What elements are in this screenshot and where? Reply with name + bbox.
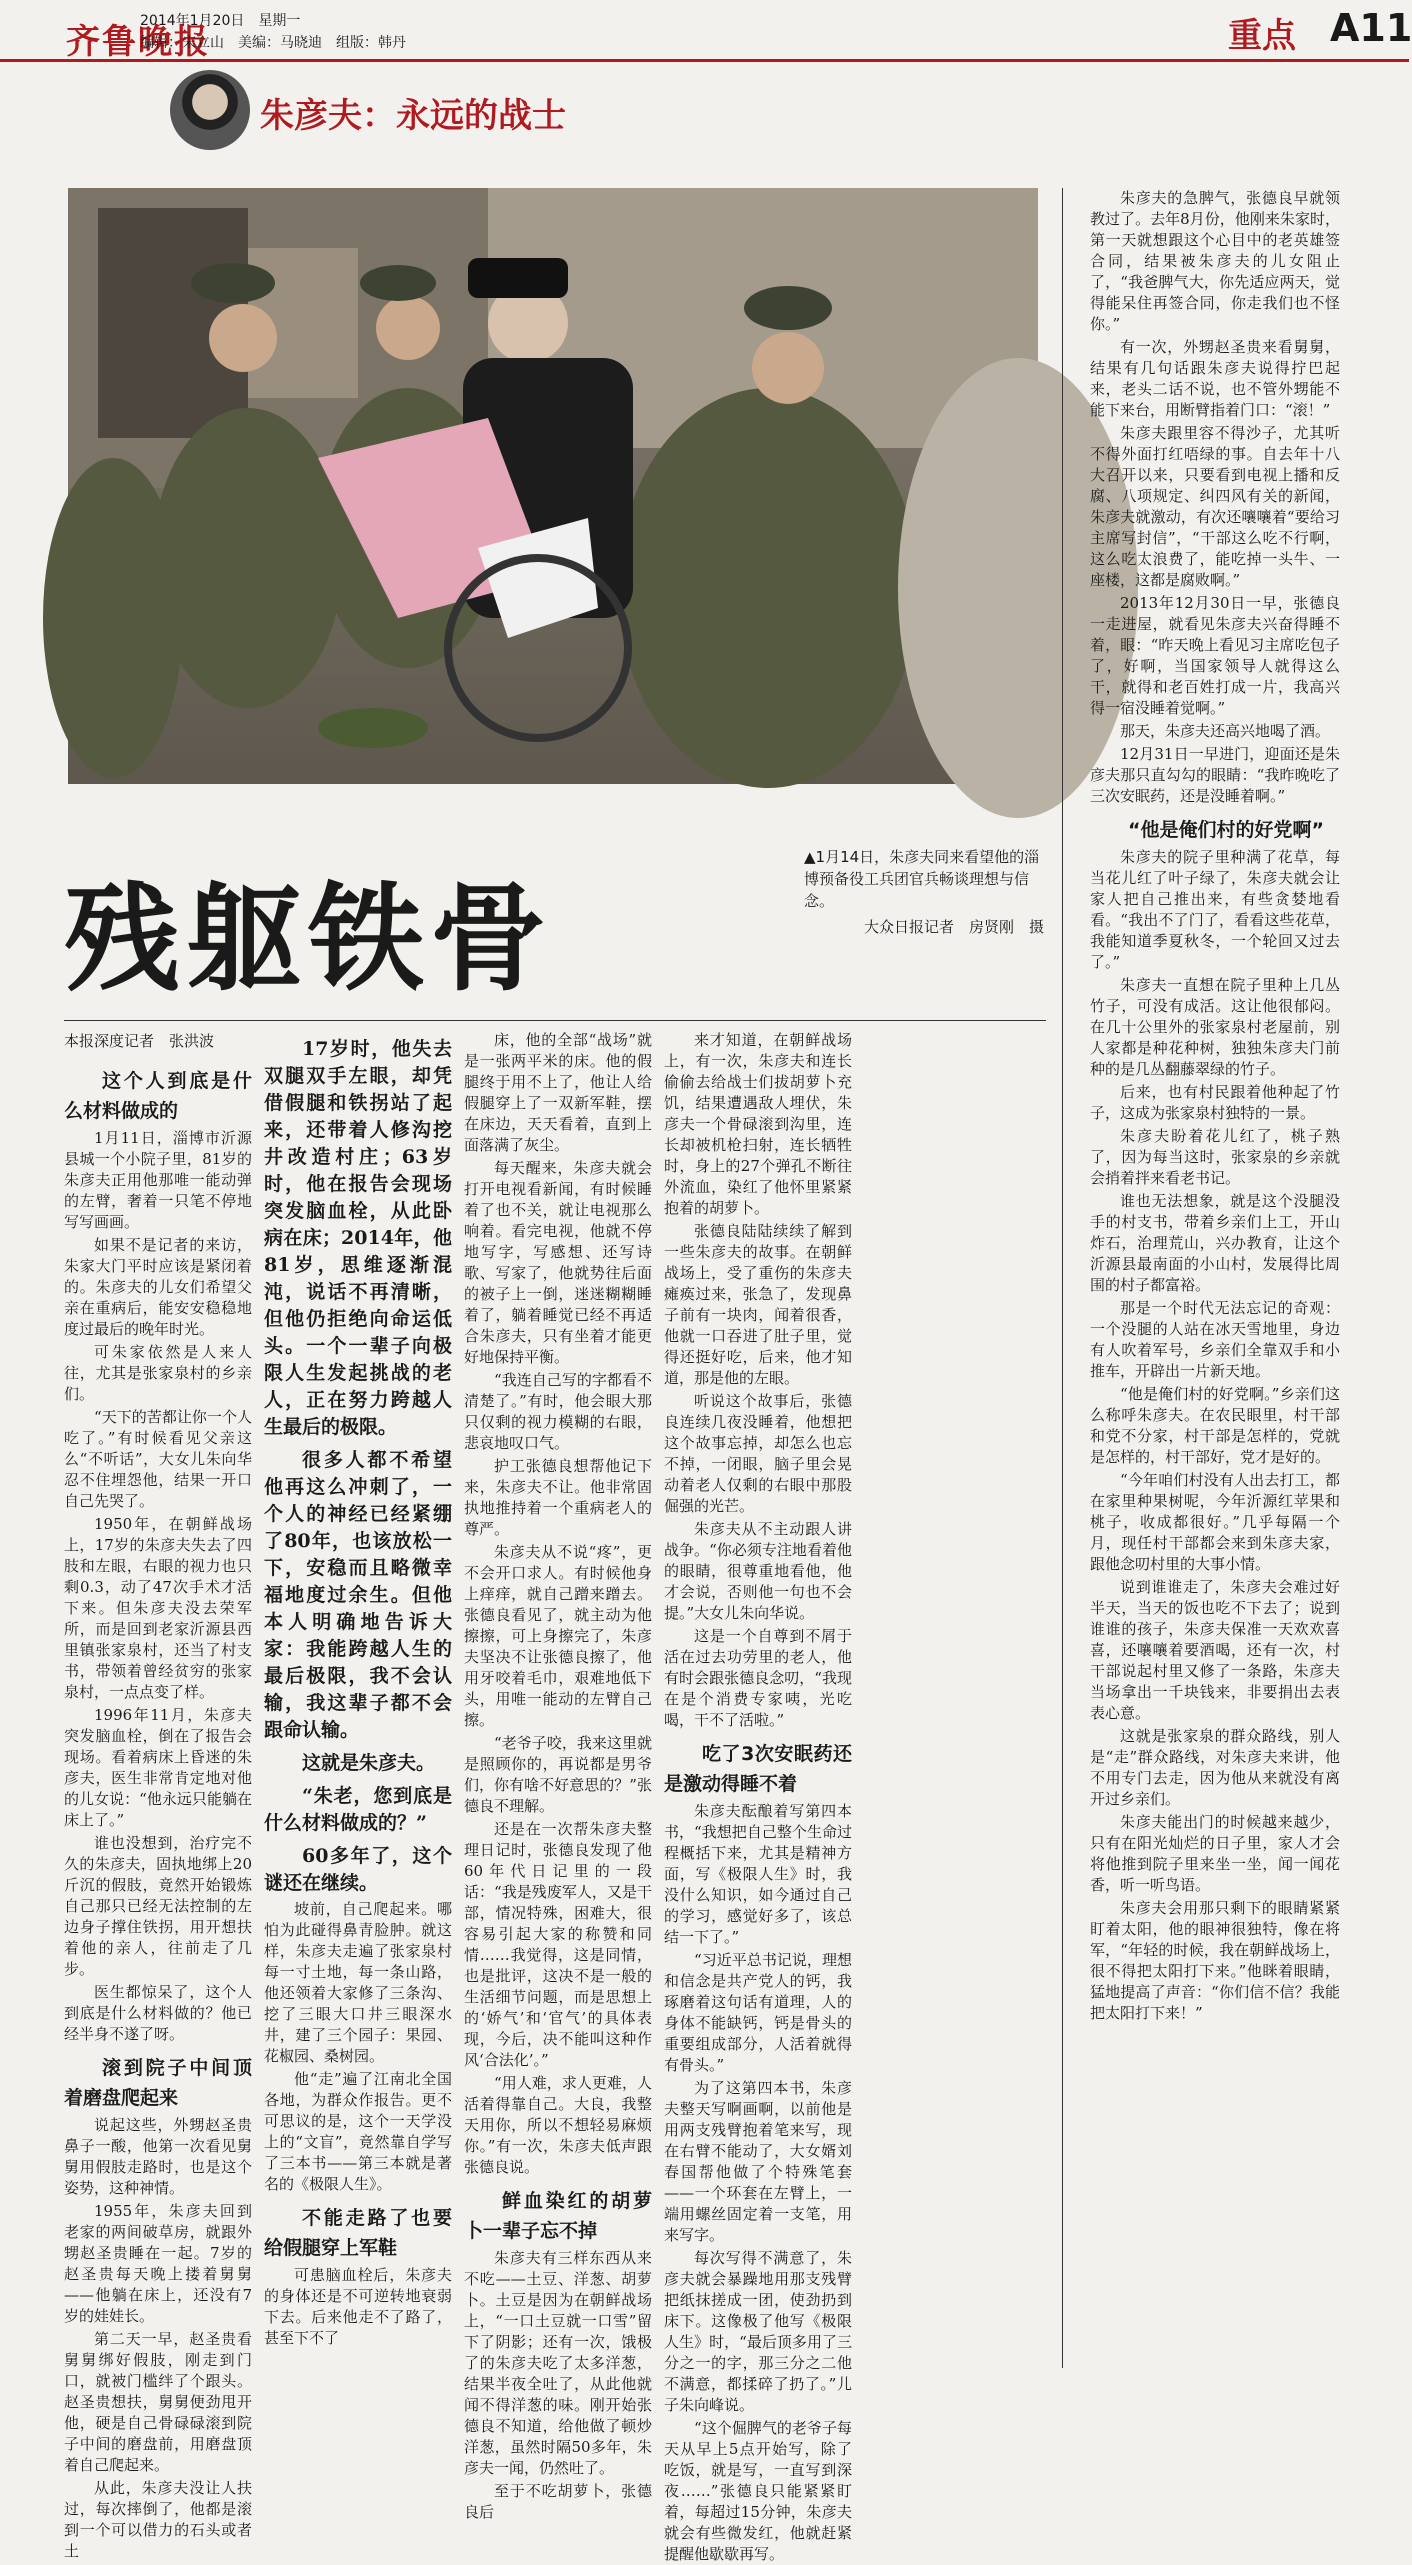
photo-illustration: [68, 188, 1038, 784]
paragraph: 听说这个故事后，张德良连续几夜没睡着，他想把这个故事忘掉，却怎么也忘不掉，一闭眼，脑子里会晃动着老人仅剩的右眼中那股倔强的光芒。: [664, 1392, 852, 1515]
article-column-2: [264, 1030, 452, 2368]
paragraph: 朱彦夫的急脾气，张德良早就领教过了。去年8月份，他刚来朱家时，第一天就想跟这个心目中的老英雄签合同，结果被朱彦夫的儿女阻止了，“我爸脾气大，你先适应两天，觉得能呆住再签合同，你走我们也不怪你。”: [1090, 189, 1340, 333]
paragraph: “用人难，求人更难，人活着得靠自己。大良，我整天用你，所以不想轻易麻烦你。”有一次，朱彦夫低声跟张德良说。: [464, 2074, 652, 2176]
paragraph: “习近平总书记说，理想和信念是共产党人的钙，我琢磨着这句话有道理，人的身体不能缺钙，钙是骨头的重要组成部分，人活着就得有骨头。”: [664, 1951, 852, 2074]
paragraph: 1月11日，淄博市沂源县城一个小院子里，81岁的朱彦夫正用他那唯一能动弹的左臂，奢着一只笔不停地写写画画。: [64, 1129, 252, 1231]
paragraph: 床，他的全部“战场”就是一张两平米的床。他的假腿终于用不上了，他让人给假腿穿上了一双新军鞋，摆在床边，天天看着，直到上面落满了灰尘。: [464, 1031, 652, 1154]
section-label: 重点: [1228, 16, 1296, 56]
paragraph: 如果不是记者的来访，朱家大门平时应该是紧闭着的。朱彦夫的儿女们希望父亲在重病后，能安安稳稳地度过最后的晚年时光。: [64, 1236, 252, 1338]
paragraph: 这就是张家泉的群众路线，别人是“走”群众路线，对朱彦夫来讲，他不用专门去走，因为他从来就没有离开过乡亲们。: [1090, 1727, 1340, 1808]
divider: [64, 1020, 1046, 1021]
article-column-3: [464, 1030, 652, 2521]
paragraph: 这是一个自尊到不屑于活在过去功劳里的老人，他有时会跟张德良念叨，“我现在是个消费专家咦，光吃喝，干不了活啦。”: [664, 1627, 852, 1729]
paragraph: 还是在一次帮朱彦夫整理日记时，张德良发现了他60年代日记里的一段话：“我是残废军人，又是干部，情况特殊，困难大，很容易引起大家的称赞和同情……我觉得，这是同情，也是批评，这决不是一般的生活细节问题，而是思想上的‘娇气’和‘官气’的具体表现，今后，决不能叫这种作风‘合法化’。”: [464, 1820, 652, 2069]
portrait-avatar: [170, 70, 250, 150]
paragraph: 2013年12月30日一早，张德良一走进屋，就看见朱彦夫兴奋得睡不着，眼：“昨天晚上看见习主席吃包子了，好啊，当国家领导人就得这么干，就得和老百姓打成一片，我高兴得一宿没睡着觉啊。”: [1090, 594, 1340, 717]
paragraph: 说起这些，外甥赵圣贵鼻子一酸，他第一次看见舅舅用假肢走路时，也是这个姿势，这种神情。: [64, 2116, 252, 2197]
paragraph: 可朱家依然是人来人往，尤其是张家泉村的乡亲们。: [64, 1343, 252, 1403]
paragraph: “天下的苦都让你一个人吃了。”有时候看见父亲这么“不听话”，大女儿朱向华忍不住埋怨他，结果一开口自己先哭了。: [64, 1408, 252, 1510]
subheading: “他是俺们村的好党啊”: [1128, 819, 1324, 841]
paragraph: 那天，朱彦夫还高兴地喝了酒。: [1120, 722, 1331, 740]
paragraph: “这个倔脾气的老爷子每天从早上5点开始写，除了吃饭，就是写，一直写到深夜……”张德良只能紧紧盯着，每超过15分钟，朱彦夫就会有些微发红，他就赶紧提醒他歇歇再写。: [664, 2419, 852, 2563]
paragraph: 每次写得不满意了，朱彦夫就会暴躁地用那支残臂把纸抹搓成一团，使劲扔到床下。这像极了他写《极限人生》时，“最后顶多用了三分之一的字，那三分之二他不满意，都揉碎了扔了。”儿子朱向峰说。: [664, 2249, 852, 2414]
paragraph: “我连自己写的字都看不清楚了。”有时，他会眼大那只仅剩的视力模糊的右眼，悲哀地叹口气。: [464, 1371, 652, 1452]
pull-quote: 很多人都不希望他再这么冲刺了，一个人的神经已经紧绷了80年，也该放松一下，安稳而且略微幸福地度过余生。但他本人明确地告诉大家：我能跨越人生的最后极限，我不会认输，我这辈子都不会跟命认输。: [264, 1449, 452, 1741]
newspaper-logo: 齐鲁晚报: [66, 22, 210, 62]
paragraph: 有一次，外甥赵圣贵来看舅舅，结果有几句话跟朱彦夫说得拧巴起来，老头二话不说，也不管外甥能不能下来台，用断臂指着门口：“滚！”: [1090, 338, 1340, 419]
photo-caption: [804, 846, 1044, 938]
paragraph: 朱彦夫从不说“疼”，更不会开口求人。有时候他身上痒痒，就自己蹭来蹭去。张德良看见了，就主动为他擦擦，可上身擦完了，朱彦夫坚决不让张德良擦了，他用牙咬着毛巾，艰难地低下头，用唯一能动的左臂自己擦。: [464, 1543, 652, 1729]
pull-quote: “朱老，您到底是什么材料做成的？”: [264, 1785, 452, 1834]
paragraph: 朱彦夫盼着花儿红了，桃子熟了，因为每当这时，张家泉的乡亲就会捎着拌来看老书记。: [1090, 1127, 1340, 1187]
paragraph: 可患脑血栓后，朱彦夫的身体还是不可逆转地衰弱下去。后来他走不了路了，甚至下不了: [264, 2266, 452, 2347]
editor-credits: 编辑：宋立山 美编：马晓迪 组版：韩丹: [140, 35, 406, 51]
paragraph: 护工张德良想帮他记下来，朱彦夫不让。他非常固执地推持着一个重病老人的尊严。: [464, 1457, 652, 1538]
caption-text: ▲1月14日，朱彦夫同来看望他的淄博预备役工兵团官兵畅谈理想与信念。: [804, 848, 1040, 910]
pull-quote: 17岁时，他失去双腿双手左眼，却凭借假腿和铁拐站了起来，还带着人修沟挖井改造村庄；63岁时，他在报告会现场突发脑血栓，从此卧病在床；2014年，他81岁，思维逐渐混沌，说话不再清晰，但他仍拒绝向命运低头。一个一辈子向极限人生发起挑战的老人，正在努力跨越人生最后的极限。: [264, 1038, 452, 1438]
paragraph: 医生都惊呆了，这个人到底是什么材料做的？他已经半身不遂了呀。: [64, 1983, 252, 2043]
paragraph: 至于不吃胡萝卜，张德良后: [464, 2482, 652, 2521]
paragraph: 那是一个时代无法忘记的奇观：一个没腿的人站在冰天雪地里，身边有人吹着军号，乡亲们全靠双手和小推车，开辟出一片新天地。: [1090, 1299, 1340, 1380]
page-number: A11: [1330, 6, 1412, 50]
subheading: 鲜血染红的胡萝卜一辈子忘不掉: [464, 2190, 652, 2242]
paragraph: 朱彦夫有三样东西从来不吃——土豆、洋葱、胡萝卜。土豆是因为在朝鲜战场上，“一口土豆就一口雪”留下了阴影；还有一次，饿极了的朱彦夫吃了太多洋葱，结果半夜全吐了，从此他就闻不得洋葱的味。刚开始张德良不知道，给他做了顿炒洋葱，虽然时隔50多年，朱彦夫一闻，仍然吐了。: [464, 2249, 652, 2477]
dateline: 2014年1月20日 星期一: [140, 13, 301, 29]
paragraph: 每天醒来，朱彦夫就会打开电视看新闻，有时候睡着了也不关，就让电视那么响着。看完电视，他就不停地写字，写感想、还写诗歌、写家了，他就势往后面的被子上一倒，迷迷糊糊睡着了，躺着睡觉已经不再适合朱彦夫，只有坐着才能更好地保持平衡。: [464, 1159, 652, 1366]
paragraph: 朱彦夫一直想在院子里种上几丛竹子，可没有成活。这让他很郁闷。在几十公里外的张家泉村老屋前，别人家都是种花种树，独独朱彦夫门前种的是几丛翻藤翠绿的竹子。: [1090, 976, 1340, 1078]
paragraph: 朱彦夫从不主动跟人讲战争。“你必须专注地看着他的眼睛，很尊重地看他，他才会说，否则他一句也不会提。”大女儿朱向华说。: [664, 1520, 852, 1622]
subheading: 滚到院子中间顶着磨盘爬起来: [64, 2057, 252, 2109]
paragraph: 谁也没想到，治疗完不久的朱彦夫，固执地绑上20斤沉的假肢，竟然开始锻炼自己那只已经无法控制的左边身子撑住铁拐，用开想扶着他的亲人，往前走了几步。: [64, 1834, 252, 1978]
masthead: [0, 0, 1412, 62]
paragraph: 坡前，自己爬起来。哪怕为此碰得鼻青脸肿。就这样，朱彦夫走遍了张家泉村每一寸土地，每一条山路，他还领着大家修了三条沟、挖了三眼大口井三眼深水井，建了三个园子：果园、花椒园、桑树园。: [264, 1900, 452, 2065]
paragraph: 朱彦夫能出门的时候越来越少，只有在阳光灿烂的日子里，家人才会将他推到院子里来坐一坐，闻一闻花香，听一听鸟语。: [1090, 1813, 1340, 1894]
paragraph: 1955年，朱彦夫回到老家的两间破草房，就跟外甥赵圣贵睡在一起。7岁的赵圣贵每天晚上搂着舅舅——他躺在床上，还没有7岁的娃娃长。: [64, 2202, 252, 2325]
paragraph: 12月31日一早进门，迎面还是朱彦夫那只直勾勾的眼睛：“我昨晚吃了三次安眠药，还是没睡着啊。”: [1090, 745, 1340, 805]
paragraph: 为了这第四本书，朱彦夫整天写啊画啊，以前他是用两支残臂抱着笔来写，现在右臂不能动了，大女婿刘春国帮他做了个特殊笔套——一个环套在左臂上，一端用螺丝固定着一支笔，用来写字。: [664, 2079, 852, 2244]
paragraph: 第二天一早，赵圣贵看舅舅绑好假肢，刚走到门口，就被门槛绊了个跟头。赵圣贵想扶，舅舅便劲甩开他，硬是自己骨碌碌滚到院子中间的磨盘前，用磨盘顶着自己爬起来。: [64, 2330, 252, 2474]
byline: 本报深度记者 张洪波: [64, 1032, 215, 1050]
paragraph: “他是俺们村的好党啊。”乡亲们这么称呼朱彦夫。在农民眼里，村干部和党不分家，村干部是怎样的，党就是怎样的，村干部好，党才是好的。: [1090, 1385, 1340, 1466]
paragraph: 谁也无法想象，就是这个没腿没手的村支书，带着乡亲们上工，开山炸石，治理荒山，兴办教育，让这个沂源县最南面的小山村，发展得比周围的村子都富裕。: [1090, 1192, 1340, 1294]
paragraph: 从此，朱彦夫没让人扶过，每次摔倒了，他都是滚到一个可以借力的石头或者土: [64, 2479, 252, 2560]
paragraph: 他“走”遍了江南北全国各地，为群众作报告。更不可思议的是，这个一天学没上的“文盲”，竟然靠自学写了三本书——第三本就是著名的《极限人生》。: [264, 2070, 452, 2193]
subheading: 不能走路了也要给假腿穿上军鞋: [264, 2207, 452, 2259]
article-column-4: [664, 1030, 852, 2563]
paragraph: 张德良陆陆续续了解到一些朱彦夫的故事。在朝鲜战场上，受了重伤的朱彦夫瘫痪过来，张急了，发现鼻子前有一块肉，闻着很香，他就一口吞进了肚子里，觉得还挺好吃，后来，他才知道，那是他的左眼。: [664, 1222, 852, 1387]
paragraph: 1996年11月，朱彦夫突发脑血栓，倒在了报告会现场。看着病床上昏迷的朱彦夫，医生非常肯定地对他的儿女说：“他永远只能躺在床上了。”: [64, 1706, 252, 1829]
subheading: 吃了3次安眠药还是激动得睡不着: [664, 1743, 852, 1795]
paragraph: 朱彦夫酝酿着写第四本书，“我想把自己整个生命过程概括下来，尤其是精神方面，写《极限人生》时，我没什么知识，如今通过自己的学习，感觉好多了，该总结一下了。”: [664, 1802, 852, 1946]
paragraph: 来才知道，在朝鲜战场上，有一次，朱彦夫和连长偷偷去给战士们拔胡萝卜充饥，结果遭遇敌人埋伏，朱彦夫一个骨碌滚到沟里，连长却被机枪扫射，连长牺牲时，身上的27个弹孔不断往外流血，染红了他怀里紧紧抱着的胡萝卜。: [664, 1031, 852, 1217]
series-banner: [150, 70, 650, 150]
pull-quote: 这就是朱彦夫。: [302, 1752, 436, 1774]
article-column-5: [1090, 188, 1340, 2368]
subheading: 这个人到底是什么材料做成的: [64, 1070, 252, 1122]
paragraph: “今年咱们村没有人出去打工，都在家里种果树呢，今年沂源红苹果和桃子，收成都很好。”几乎每隔一个月，现任村干部都会来到朱彦夫家，跟他念叨村里的大事小情。: [1090, 1471, 1340, 1573]
paragraph: 说到谁谁走了，朱彦夫会难过好半天，当天的饭也吃不下去了；说到谁谁的孩子，朱彦夫保准一天欢欢喜喜，还嚷嚷着要酒喝，还有一次，村干部说起村里又修了一条路，朱彦夫当场拿出一千块钱来，非要捐出去表表心意。: [1090, 1578, 1340, 1722]
headline: 残躯铁骨: [64, 872, 552, 1007]
divider: [1062, 188, 1063, 2368]
article-column-1: [64, 1058, 252, 2560]
main-news-photo: [68, 188, 1038, 784]
paragraph: “老爷子咬，我来这里就是照顾你的，再说都是男爷们，你有啥不好意思的？”张德良不理解。: [464, 1734, 652, 1815]
paragraph: 朱彦夫的院子里种满了花草，每当花儿红了叶子绿了，朱彦夫就会让家人把自己推出来，有些贪婪地看看。“我出不了门了，看看这些花草，我能知道季夏秋冬，一个轮回又过去了。”: [1090, 848, 1340, 971]
pull-quote: 60多年了，这个谜还在继续。: [264, 1845, 452, 1894]
paragraph: 后来，也有村民跟着他种起了竹子，这成为张家泉村独特的一景。: [1090, 1083, 1340, 1122]
photo-credit: 大众日报记者 房贤刚 摄: [863, 918, 1044, 936]
series-title: 朱彦夫：永远的战士: [260, 96, 566, 136]
paragraph: 1950年，在朝鲜战场上，17岁的朱彦夫失去了四肢和左眼，右眼的视力也只剩0.3，动了47次手术才活下来。但朱彦夫没去荣军所，而是回到老家沂源县西里镇张家泉村，还当了村支书，带领着曾经贫穷的张家泉村，一点点变了样。: [64, 1515, 252, 1701]
paragraph: 朱彦夫会用那只剩下的眼睛紧紧盯着太阳，他的眼神很独特，像在将军，“年轻的时候，我在朝鲜战场上，很不得把太阳打下来。”他眯着眼睛，猛地提高了声音：“你们信不信？我能把太阳打下来！”: [1090, 1899, 1340, 2022]
paragraph: 朱彦夫跟里容不得沙子，尤其听不得外面打红唔绿的事。自去年十八大召开以来，只要看到电视上播和反腐、八项规定、纠四风有关的新闻，朱彦夫就激动，有次还嚷嚷着“要给习主席写封信”，“干部这么吃不行啊，这么吃太浪费了，能吃掉一头牛、一座楼，这都是腐败啊。”: [1090, 424, 1340, 589]
